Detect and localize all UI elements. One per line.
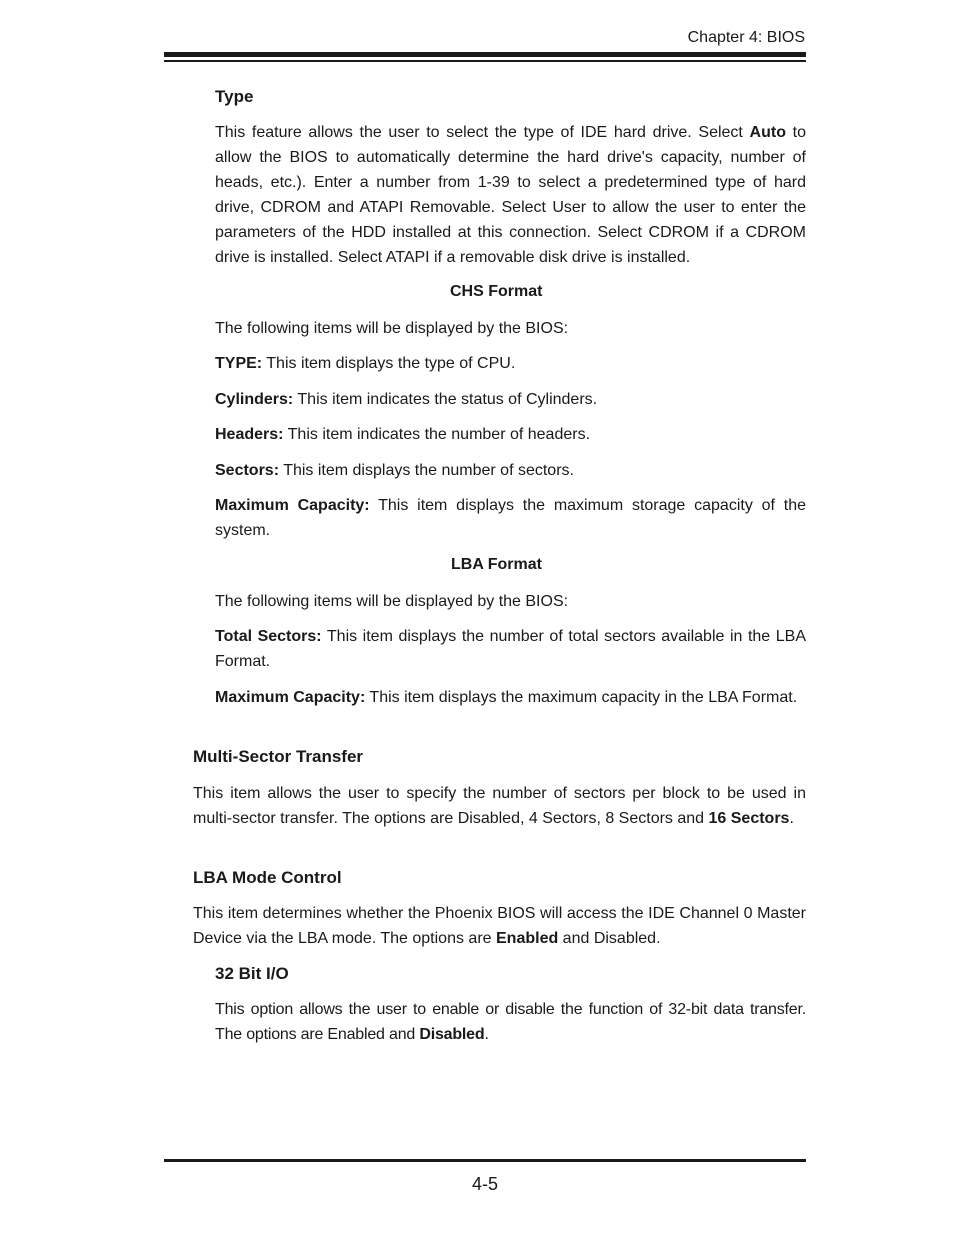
chapter-header: Chapter 4: BIOS bbox=[687, 29, 805, 46]
bit32-paragraph: This option allows the user to enable or disable the function of 32-bit data transfer. The options are Enabled and Disabled. bbox=[215, 1001, 806, 1043]
chs-item-cylinders: Cylinders: This item indicates the status of Cylinders. bbox=[215, 391, 598, 408]
type-heading: Type bbox=[215, 87, 254, 106]
chs-format-heading: CHS Format bbox=[450, 283, 543, 300]
multi-sector-paragraph: This item allows the user to specify the number of sectors per block to be used in multi-sector transfer. The options are Disabled, 4 Sectors, 8 Sectors and 16 Sectors. bbox=[193, 785, 806, 827]
lba-mode-heading: LBA Mode Control bbox=[193, 868, 342, 887]
type-paragraph: This feature allows the user to select the type of IDE hard drive. Select Auto to allow the BIOS to automatically determine the hard drive's capacity, number of heads, etc.). Enter a number from 1-39 to select a predetermined type of hard drive, CDROM and ATAPI Removable. Select User to allow the user to enter the parameters of the HDD installed at this connection. Select CDROM if a CDROM drive is installed. Select ATAPI if a removable disk drive is installed. bbox=[215, 124, 807, 266]
bit32-heading: 32 Bit I/O bbox=[215, 964, 289, 983]
header-rule-thin bbox=[164, 60, 806, 62]
multi-sector-heading: Multi-Sector Transfer bbox=[193, 747, 364, 766]
lba-item-max-capacity: Maximum Capacity: This item displays the maximum capacity in the LBA Format. bbox=[215, 689, 798, 706]
chs-item-max-capacity: Maximum Capacity: This item displays the maximum storage capacity of the system. bbox=[215, 497, 807, 539]
lba-mode-paragraph: This item determines whether the Phoenix BIOS will access the IDE Channel 0 Master Device via the LBA mode. The options are Enabled and Disabled. bbox=[193, 905, 806, 947]
lba-format-heading: LBA Format bbox=[451, 556, 542, 573]
header-rule-thick bbox=[164, 52, 806, 57]
chs-intro: The following items will be displayed by the BIOS: bbox=[215, 320, 569, 337]
lba-intro: The following items will be displayed by the BIOS: bbox=[215, 593, 569, 610]
chs-item-type: TYPE: This item displays the type of CPU. bbox=[215, 355, 516, 372]
footer-rule bbox=[164, 1159, 806, 1162]
chs-item-headers: Headers: This item indicates the number of headers. bbox=[215, 426, 591, 443]
chs-item-sectors: Sectors: This item displays the number of sectors. bbox=[215, 462, 574, 479]
lba-item-total-sectors: Total Sectors: This item displays the number of total sectors available in the LBA Format. bbox=[215, 628, 807, 670]
page-number: 4-5 bbox=[471, 1174, 498, 1194]
